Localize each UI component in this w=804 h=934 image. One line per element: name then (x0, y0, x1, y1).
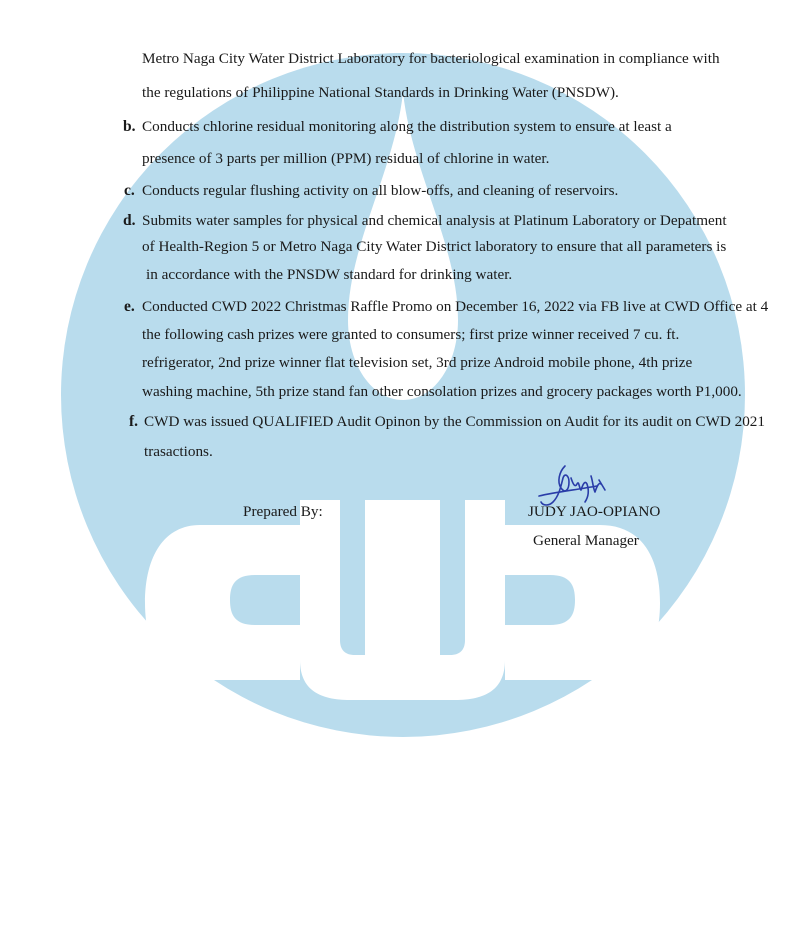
prepared-by-label: Prepared By: (243, 503, 323, 520)
item-d-marker: d. (123, 212, 136, 229)
item-a-line-2: the regulations of Philippine National Standards in Drinking Water (PNSDW). (142, 84, 619, 101)
item-f-marker: f. (129, 413, 139, 430)
item-b-marker: b. (123, 118, 136, 135)
item-e-line-3: refrigerator, 2nd prize winner flat television set, 3rd prize Android mobile phone, 4th prize (142, 354, 693, 371)
item-d-line-3: in accordance with the PNSDW standard for drinking water. (146, 266, 513, 283)
item-e-line-2: the following cash prizes were granted to consumers; first prize winner received 7 cu. ft. (142, 326, 680, 343)
item-f-line-2: trasactions. (144, 443, 213, 460)
item-e-marker: e. (124, 298, 135, 315)
item-e-line-1: Conducted CWD 2022 Christmas Raffle Promo on December 16, 2022 via FB live at CWD Office at 4 (142, 298, 769, 315)
item-f-line-1: CWD was issued QUALIFIED Audit Opinon by the Commission on Audit for its audit on CWD 2021 (144, 413, 765, 430)
item-c-marker: c. (124, 182, 135, 199)
signatory-title: General Manager (533, 532, 639, 549)
item-d-line-1: Submits water samples for physical and chemical analysis at Platinum Laboratory or Depatment (142, 212, 727, 229)
item-a-line-1: Metro Naga City Water District Laboratory for bacteriological examination in compliance with (142, 50, 720, 67)
signature-mark (535, 462, 615, 518)
item-c-line-1: Conducts regular flushing activity on all blow-offs, and cleaning of reservoirs. (142, 182, 619, 199)
item-b-line-2: presence of 3 parts per million (PPM) residual of chlorine in water. (142, 150, 550, 167)
signatory-name: JUDY JAO-OPIANO (528, 503, 661, 520)
item-e-line-4: washing machine, 5th prize stand fan other consolation prizes and grocery packages worth P1,000. (142, 383, 742, 400)
item-b-line-1: Conducts chlorine residual monitoring along the distribution system to ensure at least a (142, 118, 672, 135)
item-d-line-2: of Health-Region 5 or Metro Naga City Water District laboratory to ensure that all parameters is (142, 238, 727, 255)
